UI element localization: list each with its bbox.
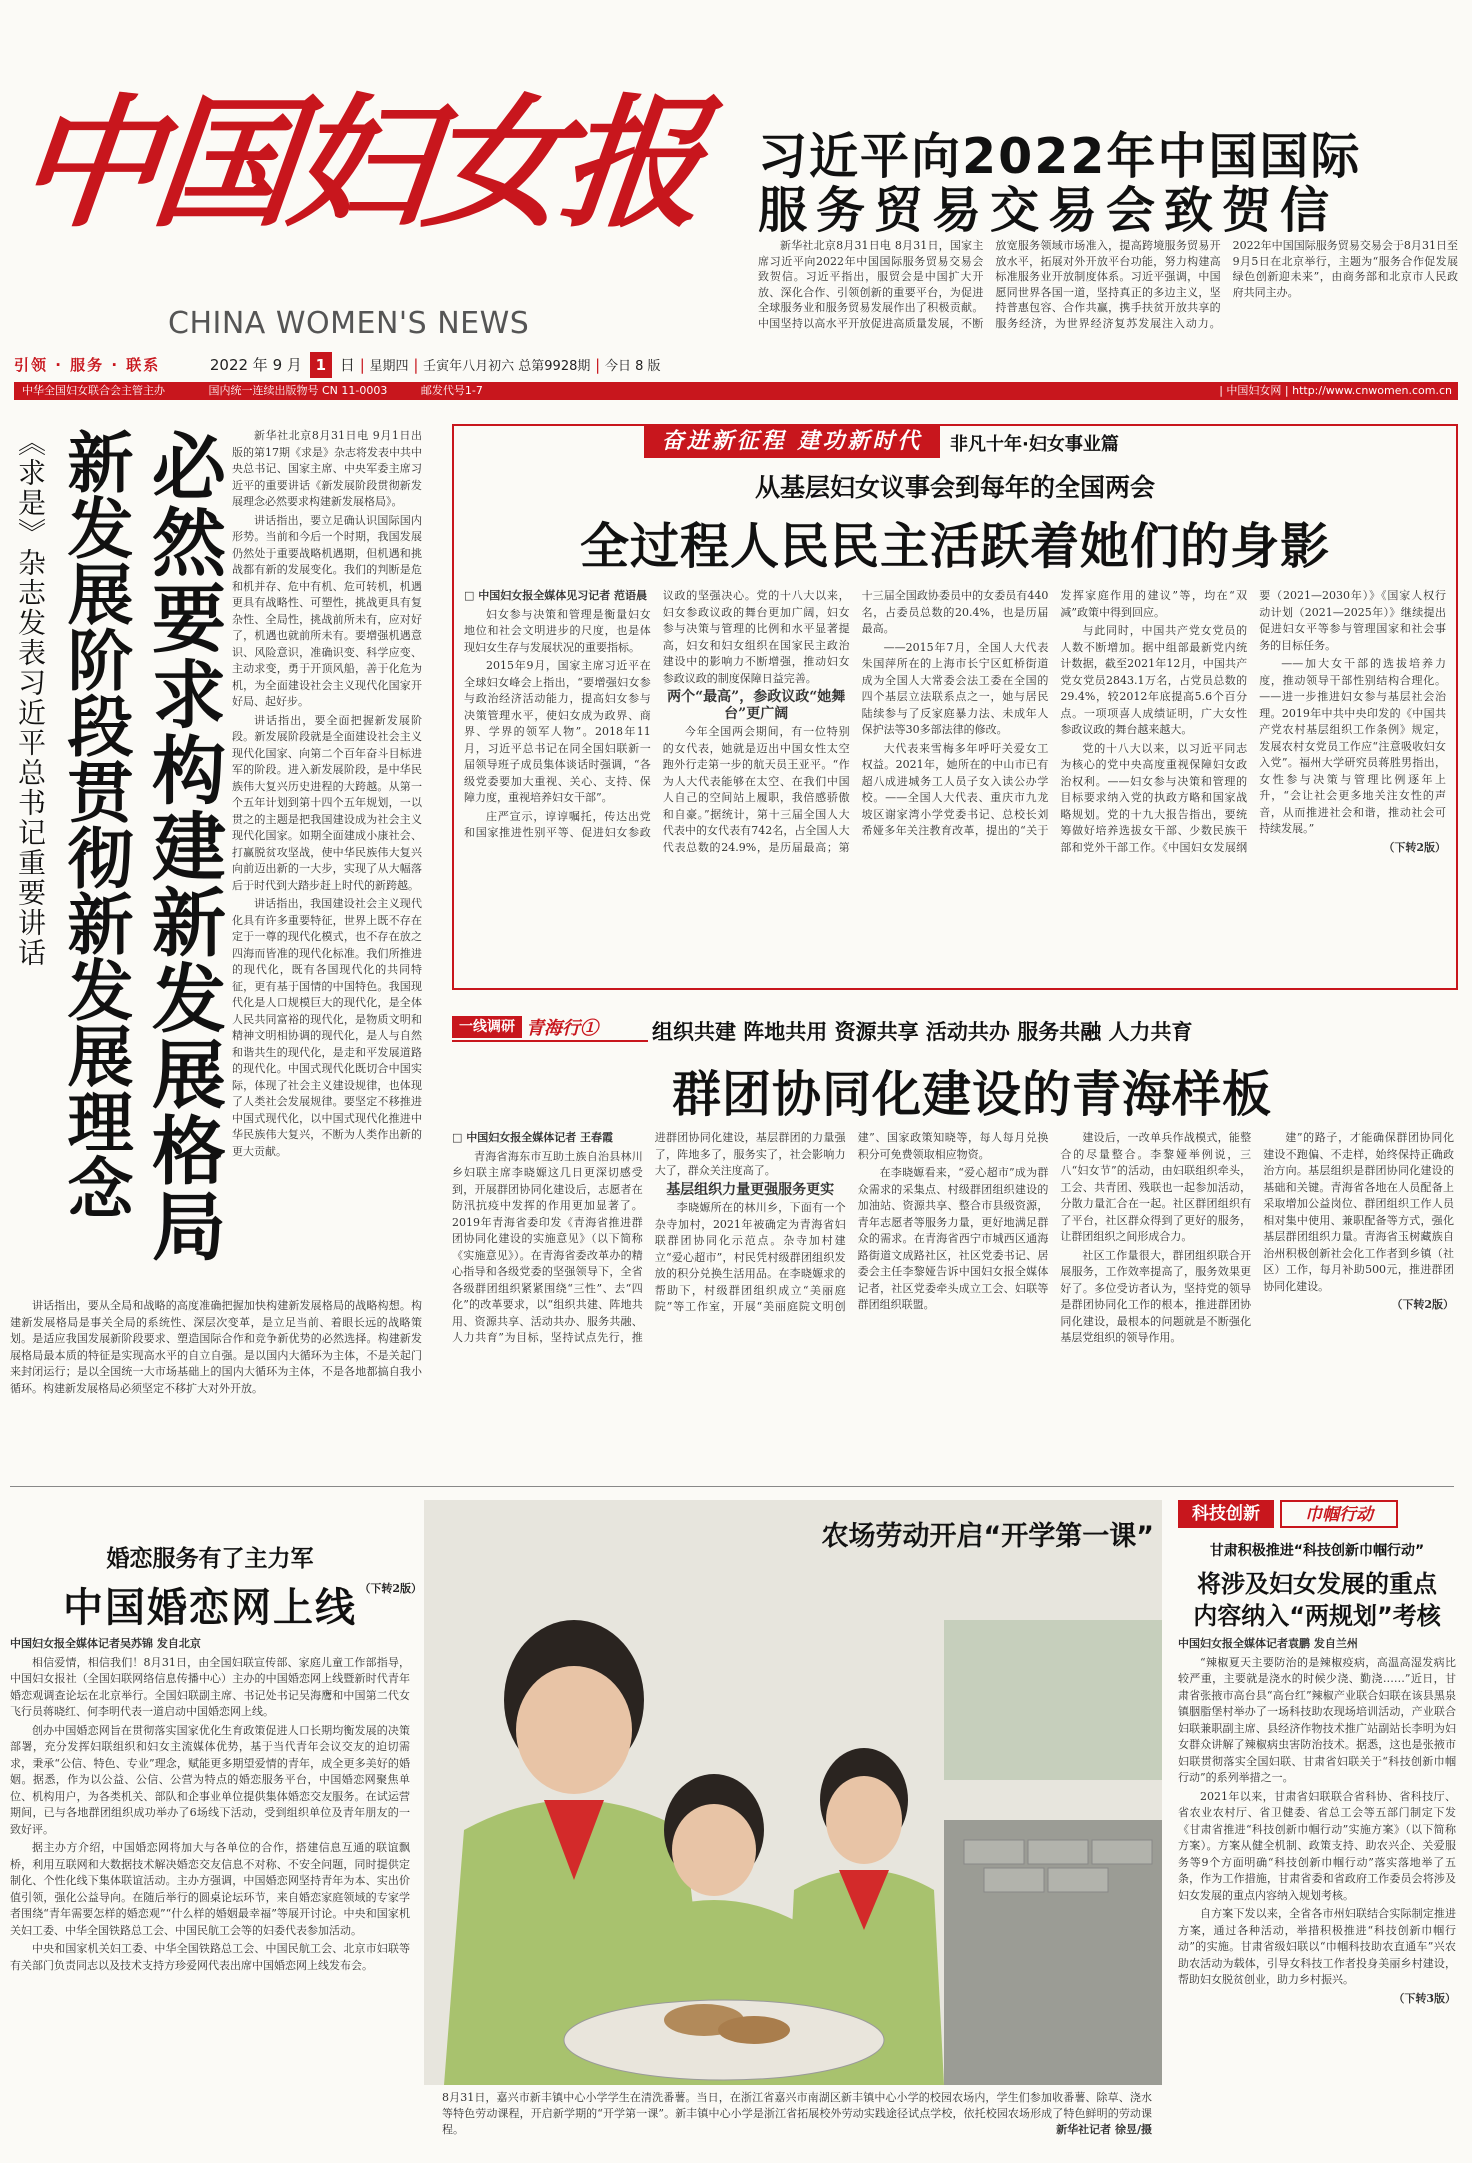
marriage-kicker: 婚恋服务有了主力军: [106, 1546, 314, 1572]
masthead: [0, 0, 1472, 410]
postal-code: 邮发代号1-7: [420, 384, 483, 397]
feature-series: 非凡十年·妇女事业篇: [950, 434, 1119, 455]
weekday: 星期四: [369, 359, 409, 374]
newspaper-logo: 中国妇女报: [9, 81, 707, 247]
tech-story: [1176, 1500, 1458, 2155]
qinghai-kicker: 组织共建 阵地共用 资源共享 活动共办 服务共融 人力共育: [652, 1020, 1193, 1044]
marriage-headline: 中国婚恋网上线: [63, 1585, 357, 1631]
tech-body: 中国妇女报全媒体记者袁鹏 发自兰州 “辣椒夏天主要防治的是辣椒疫病，高温高湿发病比较严重，主要就是浇水的时候少浇、勤浇……”近日，甘肃省张掖市高台县“高台红”辣椒产业联合妇联在该县黑泉镇胭脂堡村举办了一场科技助农现场培训活动，产业联合妇联兼职副主席、县经济作物技术推广站副站长李明为妇女群众讲解了辣椒病虫害防治技术。据悉，这也是张掖市妇联贯彻落实全国妇联、甘肃省妇联关于“科技创新巾帼行动”的系列举措之一。 2021年以来，甘肃省妇联联合省科协、省科技厅、省农业农村厅、省卫健委、省总工会等五部门制定下发《甘肃省推进“科技创新巾帼行动”实施方案》（以下简称方案）。方案从健全机制、政策支持、助农兴企、关爱服务等9个方面明确“科技创新巾帼行动”落实落地举了五条，作为工作措施，甘肃省委和省政府工作委员会将涉及妇女发展的重点内容纳入规划考核。 自方案下发以来，全省各市州妇联结合实际制定推进方案，通过各种活动，举措积极推进“科技创新巾帼行动”的实施。甘肃省级妇联以“巾帼科技助农直通车”兴农助农活动为载体，引导女科技工作者投身美丽乡村建设，帮助妇女脱贫创业，助力乡村振兴。 （下转3版）: [1178, 1637, 1456, 2005]
left-kicker: 《求是》杂志发表习近平总书记重要讲话: [14, 428, 47, 968]
lead-article-body: 新华社北京8月31日电 8月31日，国家主席习近平向2022年中国国际服务贸易交易会致贺信。习近平指出，服贸会是中国扩大开放、深化合作、引领创新的重要平台，为促进全球服务业和服务贸易发展作出了积极贡献。中国坚持以高水平开放促进高质量发展，不断放宽服务领域市场准入，提高跨境服务贸易开放水平，拓展对外开放平台功能，努力构建高标准服务业开放制度体系。习近平强调，中国愿同世界各国一道，坚持真正的多边主义，坚持普惠包容、合作共赢，携手扶贫开放共享的服务经济，为世界经济复苏发展注入动力。2022年中国国际服务贸易交易会于8月31日至9月5日在北京举行，主题为“服务合作促发展 绿色创新迎未来”，由商务部和北京市人民政府共同主办。: [758, 239, 1458, 330]
feature-columns: □ 中国妇女报全媒体见习记者 范语晨 妇女参与决策和管理是衡量妇女地位和社会文明进步的尺度，也是体现妇女生存与发展状况的重要指标。 2015年9月，国家主席习近平在全球妇女峰会上指出，“要增强妇女参与政治经济活动能力，提高妇女参与决策管理水平，使妇女成为政界、商界、学界的领军人物”。2018年11月，习近平总书记在同全国妇联新一届领导班子成员集体谈话时强调，“各级党委要加大重视、关心、支持、保障力度，重视培养妇女干部”。 庄严宣示，谆谆嘱托，传达出党和国家推进性别平等、促进妇女参政议政的坚强决心。党的十八大以来，妇女参政议政的舞台更加广阔，妇女参与决策与管理的比例和水平显著提高，妇女和妇女组织在国家民主政治建设中的影响力不断增强，推动妇女参政议政的制度保障日益完善。 两个“最高”，参政议政“她舞台”更广阔 今年全国两会期间，有一位特别的女代表，她就是迈出中国女性太空跑外行走第一步的航天员王亚平。“作为人大代表能够在太空、在我们中国人自己的空间站上履职，我倍感骄傲和自豪。”据统计，第十三届全国人大代表中的女代表有742名，占全国人大代表总数的24.9%，是历届最高；第十三届全国政协委员中的女委员有440名，占委员总数的20.4%，也是历届最高。 ——2015年7月，全国人大代表朱国萍所在的上海市长宁区虹桥街道成为全国人大常委会法工委在全国的四个基层立法联系点之一，她与居民陆续参与了反家庭暴力法、未成年人保护法等30多部法律的修改。 大代表来雪梅多年呼吁关爱女工权益。2021年，她所在的中山市已有超八成进城务工人员子女入读公办学校。——全国人大代表、重庆市九龙坡区谢家湾小学党委书记、总校长刘希娅多年关注教育改革，提出的“关于发挥家庭作用的建议”等，均在“双减”政策中得到回应。 与此同时，中国共产党女党员的人数不断增加。据中组部最新党内统计数据，截至2021年12月，中国共产党女党员2843.1万名，占党员总数的29.4%，较2012年底提高5.6个百分点。一项项喜人成绩证明，广大女性参政议政的舞台越来越大。 党的十八大以来，以习近平同志为核心的党中央高度重视保障妇女政治权利。——妇女参与决策和管理的目标要求纳入党的执政方略和国家战略规划。党的十九大报告指出，要统筹做好培养选拔女干部、少数民族干部和党外干部工作。《中国妇女发展纲要（2021—2030年）》《国家人权行动计划（2021—2025年）》继续提出促进妇女平等参与管理国家和社会事务的目标任务。 ——加大女干部的选拔培养力度，推动领导干部性别结构合理化。——进一步推进妇女参与基层社会治理。2019年中共中央印发的《中国共产党农村基层组织工作条例》规定，发展农村女党员工作应“注意吸收妇女入党”。福州大学研究员蒋胜男指出，女性参与决策与管理比例逐年上升，“会让社会更多地关注女性的声音，从而推进社会和谐，推动社会可持续发展。” （下转2版）: [464, 589, 1446, 854]
divider: [10, 1486, 1454, 1487]
lead-headline-line-1: 习近平向2022年中国国际: [758, 128, 1362, 185]
feature-headline: 全过程人民民主活跃着她们的身影: [579, 518, 1330, 575]
left-story-columns: 新华社北京8月31日电 9月1日出版的第17期《求是》杂志将发表中共中央总书记、国家主席、中央军委主席习近平的重要讲话《新发展阶段贯彻新发展理念必然要求构建新发展格局》。 讲话指出，要立足确认识国际国内形势。当前和今后一个时期，我国发展仍然处于重要战略机遇期，但机遇和挑战都有新的发展变化。我们的判断是危和机并存、危中有机、危可转机，机遇更具有战略性、可塑性，挑战更具有复杂性、全局性，挑战前所未有，应对好了，机遇也就前所未有。要增强机遇意识、风险意识，准确识变、科学应变、主动求变，勇于开顶风船，善于化危为机，为全面建设社会主义现代化国家开好局、起好步。 讲话指出，要全面把握新发展阶段。新发展阶段就是全面建设社会主义现代化国家、向第二个百年奋斗目标进军的阶段。进入新发展阶段，是中华民族伟大复兴历史进程的大跨越。从第一个五年计划到第十四个五年规划，一以贯之的主题是把我国建设成为社会主义现代化国家。如期全面建成小康社会、打赢脱贫攻坚战，使中华民族伟大复兴向前迈出新的一大步，实现了从大幅落后于时代到大踏步赶上时代的新跨越。 讲话指出，我国建设社会主义现代化具有许多重要特征，世界上既不存在定于一尊的现代化模式，也不存在放之四海而皆准的现代化标准。我们所推进的现代化，既有各国现代化的共同特征，更有基于国情的中国特色。我国现代化是人口规模巨大的现代化，是全体人民共同富裕的现代化，是物质文明和精神文明相协调的现代化，是人与自然和谐共生的现代化，是走和平发展道路的现代化。中国式现代化既切合中国实际，体现了社会主义建设规律，也体现了人类社会发展规律。要坚定不移推进中国式现代化，以中国式现代化推进中华民族伟大复兴，不断为人类作出新的更大贡献。: [232, 429, 422, 1158]
website[interactable]: | 中国妇女网 | http://www.cnwomen.com.cn: [1219, 384, 1452, 397]
tech-headline-line-2: 内容纳入“两规划”考核: [1193, 1602, 1441, 1630]
cn-number: 国内统一连续出版物号 CN 11-0003: [208, 384, 388, 397]
tech-headline-line-1: 将涉及妇女发展的重点: [1197, 1570, 1437, 1598]
marriage-body: 中国妇女报全媒体记者吴苏锦 发自北京 相信爱情，相信我们！8月31日，由全国妇联宣传部、家庭儿童工作部指导，中国妇女报社（全国妇联网络信息传播中心）主办的中国婚恋网上线暨新时代青年婚恋观调查论坛在北京举行。全国妇联副主席、书记处书记吴海鹰和中国第二代女飞行员蒋晓红、何李明代表一道启动中国婚恋网上线。 创办中国婚恋网旨在贯彻落实国家优化生育政策促进人口长期均衡发展的决策部署，充分发挥妇联组织和妇女主流媒体优势，基于当代青年会议交友的迫切需求，秉承“公信、特色、专业”理念，赋能更多期望爱情的青年，成全更多美好的婚姻。据悉，作为以公益、公信、公营为特点的婚恋服务平台，中国婚恋网聚焦单位、机构用户，为各类机关、部队和企事业单位提供集体婚恋交友服务。在试运营期间，已与各地群团组织成功举办了6场线下活动，受到组织单位及青年朋友的一致好评。 据主办方介绍，中国婚恋网将加大与各单位的合作，搭建信息互通的联谊飘桥，利用互联网和大数据技术解决婚恋交友信息不对称、不安全问题，同时提供定制化、个性化线下集体联谊活动。主办方强调，中国婚恋网坚持青年为本、实出价值引领，强化公益导向。在随后举行的圆桌论坛环节，来自婚恋家庭领域的专家学者围绕“青年需要怎样的婚恋观”“什么样的婚姻最幸福”等展开讨论。中央和国家机关妇工委、中华全国铁路总工会、中国民航工会等的妇委代表参加活动。 中央和国家机关妇工委、中华全国铁路总工会、中国民航工会、北京市妇联等有关部门负责同志以及技术支持方珍爱网代表出席中国婚恋网上线发布会。: [10, 1637, 410, 1972]
english-name: CHINA WOMEN'S NEWS: [168, 306, 530, 341]
photo-credit: 新华社记者 徐昱/摄: [1056, 2123, 1152, 2136]
issue-date-suffix: 日: [339, 356, 355, 374]
tech-tag-secondary: 巾帼行动: [1280, 1500, 1398, 1528]
tech-kicker: 甘肃积极推进“科技创新巾帼行动”: [1209, 1543, 1425, 1559]
page-count: 今日 8 版: [604, 359, 661, 374]
left-subtitle: 新发展阶段贯彻新发展理念: [56, 428, 133, 1220]
left-story-continued[interactable]: （下转2版）: [359, 1582, 422, 1595]
feature-box: [452, 424, 1458, 990]
feature-banner: 奋进新征程 建功新时代: [644, 424, 940, 458]
qinghai-rule: [452, 1040, 648, 1042]
qinghai-columns: □ 中国妇女报全媒体记者 王春霞 青海省海东市互助土族自治县林川乡妇联主席李晓嫄这几日更深切感受到，开展群团协同化建设后，志愿者在防汛抗疫中发挥的作用更加显著了。2019年青海省委印发《青海省推进群团协同化建设的实施意见》（以下简称《实施意见》）。在青海省委改革办的精心指导和各级党委的坚强领导下，全省各级群团组织紧紧围绕“三性”、去“四化”的改革要求，以“组织共建、阵地共用、资源共享、活动共办、服务共融、人力共育”为目标，坚持试点先行，推进群团协同化建设，基层群团的力量强了，阵地多了，服务实了，社会影响力大了，群众关注度高了。 基层组织力量更强服务更实 李晓嫄所在的林川乡，下面有一个杂寺加村，2021年被确定为青海省妇联群团协同化示范点。杂寺加村建立“爱心超市”，村民凭村级群团组织发放的积分兑换生活用品。在李晓嫄求的帮助下，村级群团组织成立“美丽庭院”等工作室，开展“美丽庭院文明创建”、国家政策知晓等，每人每月兑换积分可免费领取相应物资。 在李晓嫄看来，“爱心超市”成为群众需求的采集点、村级群团组织建设的加油站、资源共享、整合市县级资源，青年志愿者等服务力量，更好地满足群众的需求。在青海省西宁市城西区通海路街道文成路社区，社区党委书记、居委会主任李黎娅告诉中国妇女报全媒体记者，社区党委牵头成立工会、妇联等群团组织联盟。 建设后，一改单兵作战模式，能整合的尽量整合。李黎娅举例说，三八“妇女节”的活动，由妇联组织牵头，工会、共青团、残联也一起参加活动，分散力量汇合在一起。社区群团组织有了平台，社区群众得到了更好的服务，让群团组织之间形成合力。 社区工作量很大，群团组织联合开展服务，工作效率提高了，服务效果更好了。多位受访者认为，坚持党的领导是群团协同化工作的根本，推进群团协同化建设，最根本的问题就是不断强化基层党组织的领导作用。 建”的路子，才能确保群团协同化建设不跑偏、不走样，始终保持正确政治方向。基层组织是群团协同化建设的基础和关键。青海省各地在人员配备上采取增加公益岗位、群团组织工作人员相对集中使用、兼职配备等方式，强化基层群团组织力量。青海省玉树藏族自治州积极创新社会化工作者到乡镇（社区）工作，每月补助500元，推进群团协同化建设。 （下转2版）: [452, 1131, 1454, 1344]
photo-illustration: [424, 1500, 1162, 2085]
feature-kicker: 从基层妇女议事会到每年的全国两会: [754, 473, 1155, 502]
left-story-bottom: 讲话指出，要从全局和战略的高度准确把握加快构建新发展格局的战略构想。构建新发展格局是事关全局的系统性、深层次变革，是立足当前、着眼长远的战略策划。是适应我国发展新阶段要求、塑造国际合作和竞争新优势的必然选择。构建新发展格局最本质的特征是实现高水平的自立自强。是以国内大循环为主体，不是关起门来封闭运行；是以全国统一大市场基础上的国内大循环为主体，不是各地都搞自我小循环。构建新发展格局必须坚定不移扩大对外开放。: [10, 1299, 422, 1395]
left-headline: 必然要求构建新发展格局: [140, 428, 226, 1264]
left-story: [10, 428, 422, 1668]
photo-caption: 8月31日，嘉兴市新丰镇中心小学学生在清洗番薯。当日，在浙江省嘉兴市南湖区新丰镇中心小学的校园农场内，学生们参加收番薯、除草、浇水等特色劳动课程，开启新学期的“开学第一课”。新丰镇中心小学是浙江省拓展校外劳动实践途径试点学校，依托校园农场形成了特色鲜明的劳动课程。 新华社记者 徐昱/摄: [442, 2091, 1152, 2136]
lead-headline-line-2: 服务贸易交易会致贺信: [758, 182, 1339, 239]
news-photo[interactable]: [424, 1500, 1162, 2085]
lunar-issue: 壬寅年八月初六 总第9928期: [423, 359, 591, 374]
tech-tag-primary: 科技创新: [1178, 1500, 1274, 1528]
sponsor: 中华全国妇女联合会主管主办: [22, 384, 165, 397]
issue-day: 1: [310, 352, 332, 378]
qinghai-tag-series: 青海行①: [526, 1018, 598, 1039]
issue-date: 2022 年 9 月: [209, 356, 302, 374]
photo-title: 农场劳动开启“开学第一课”: [821, 1521, 1154, 1552]
qinghai-story: [452, 1004, 1454, 1474]
qinghai-headline: 群团协同化建设的青海样板: [671, 1066, 1272, 1123]
qinghai-tag-primary: 一线调研: [452, 1016, 522, 1038]
photo-story: [424, 1500, 1162, 2155]
date-strip: 引领 · 服务 · 联系 2022 年 9 月 1 日 | 星期四 | 壬寅年八月初六 总第9928期 | 今日 8 版: [14, 352, 1458, 378]
slogan: 引领 · 服务 · 联系: [14, 356, 161, 374]
marriage-story: [10, 1540, 410, 2152]
